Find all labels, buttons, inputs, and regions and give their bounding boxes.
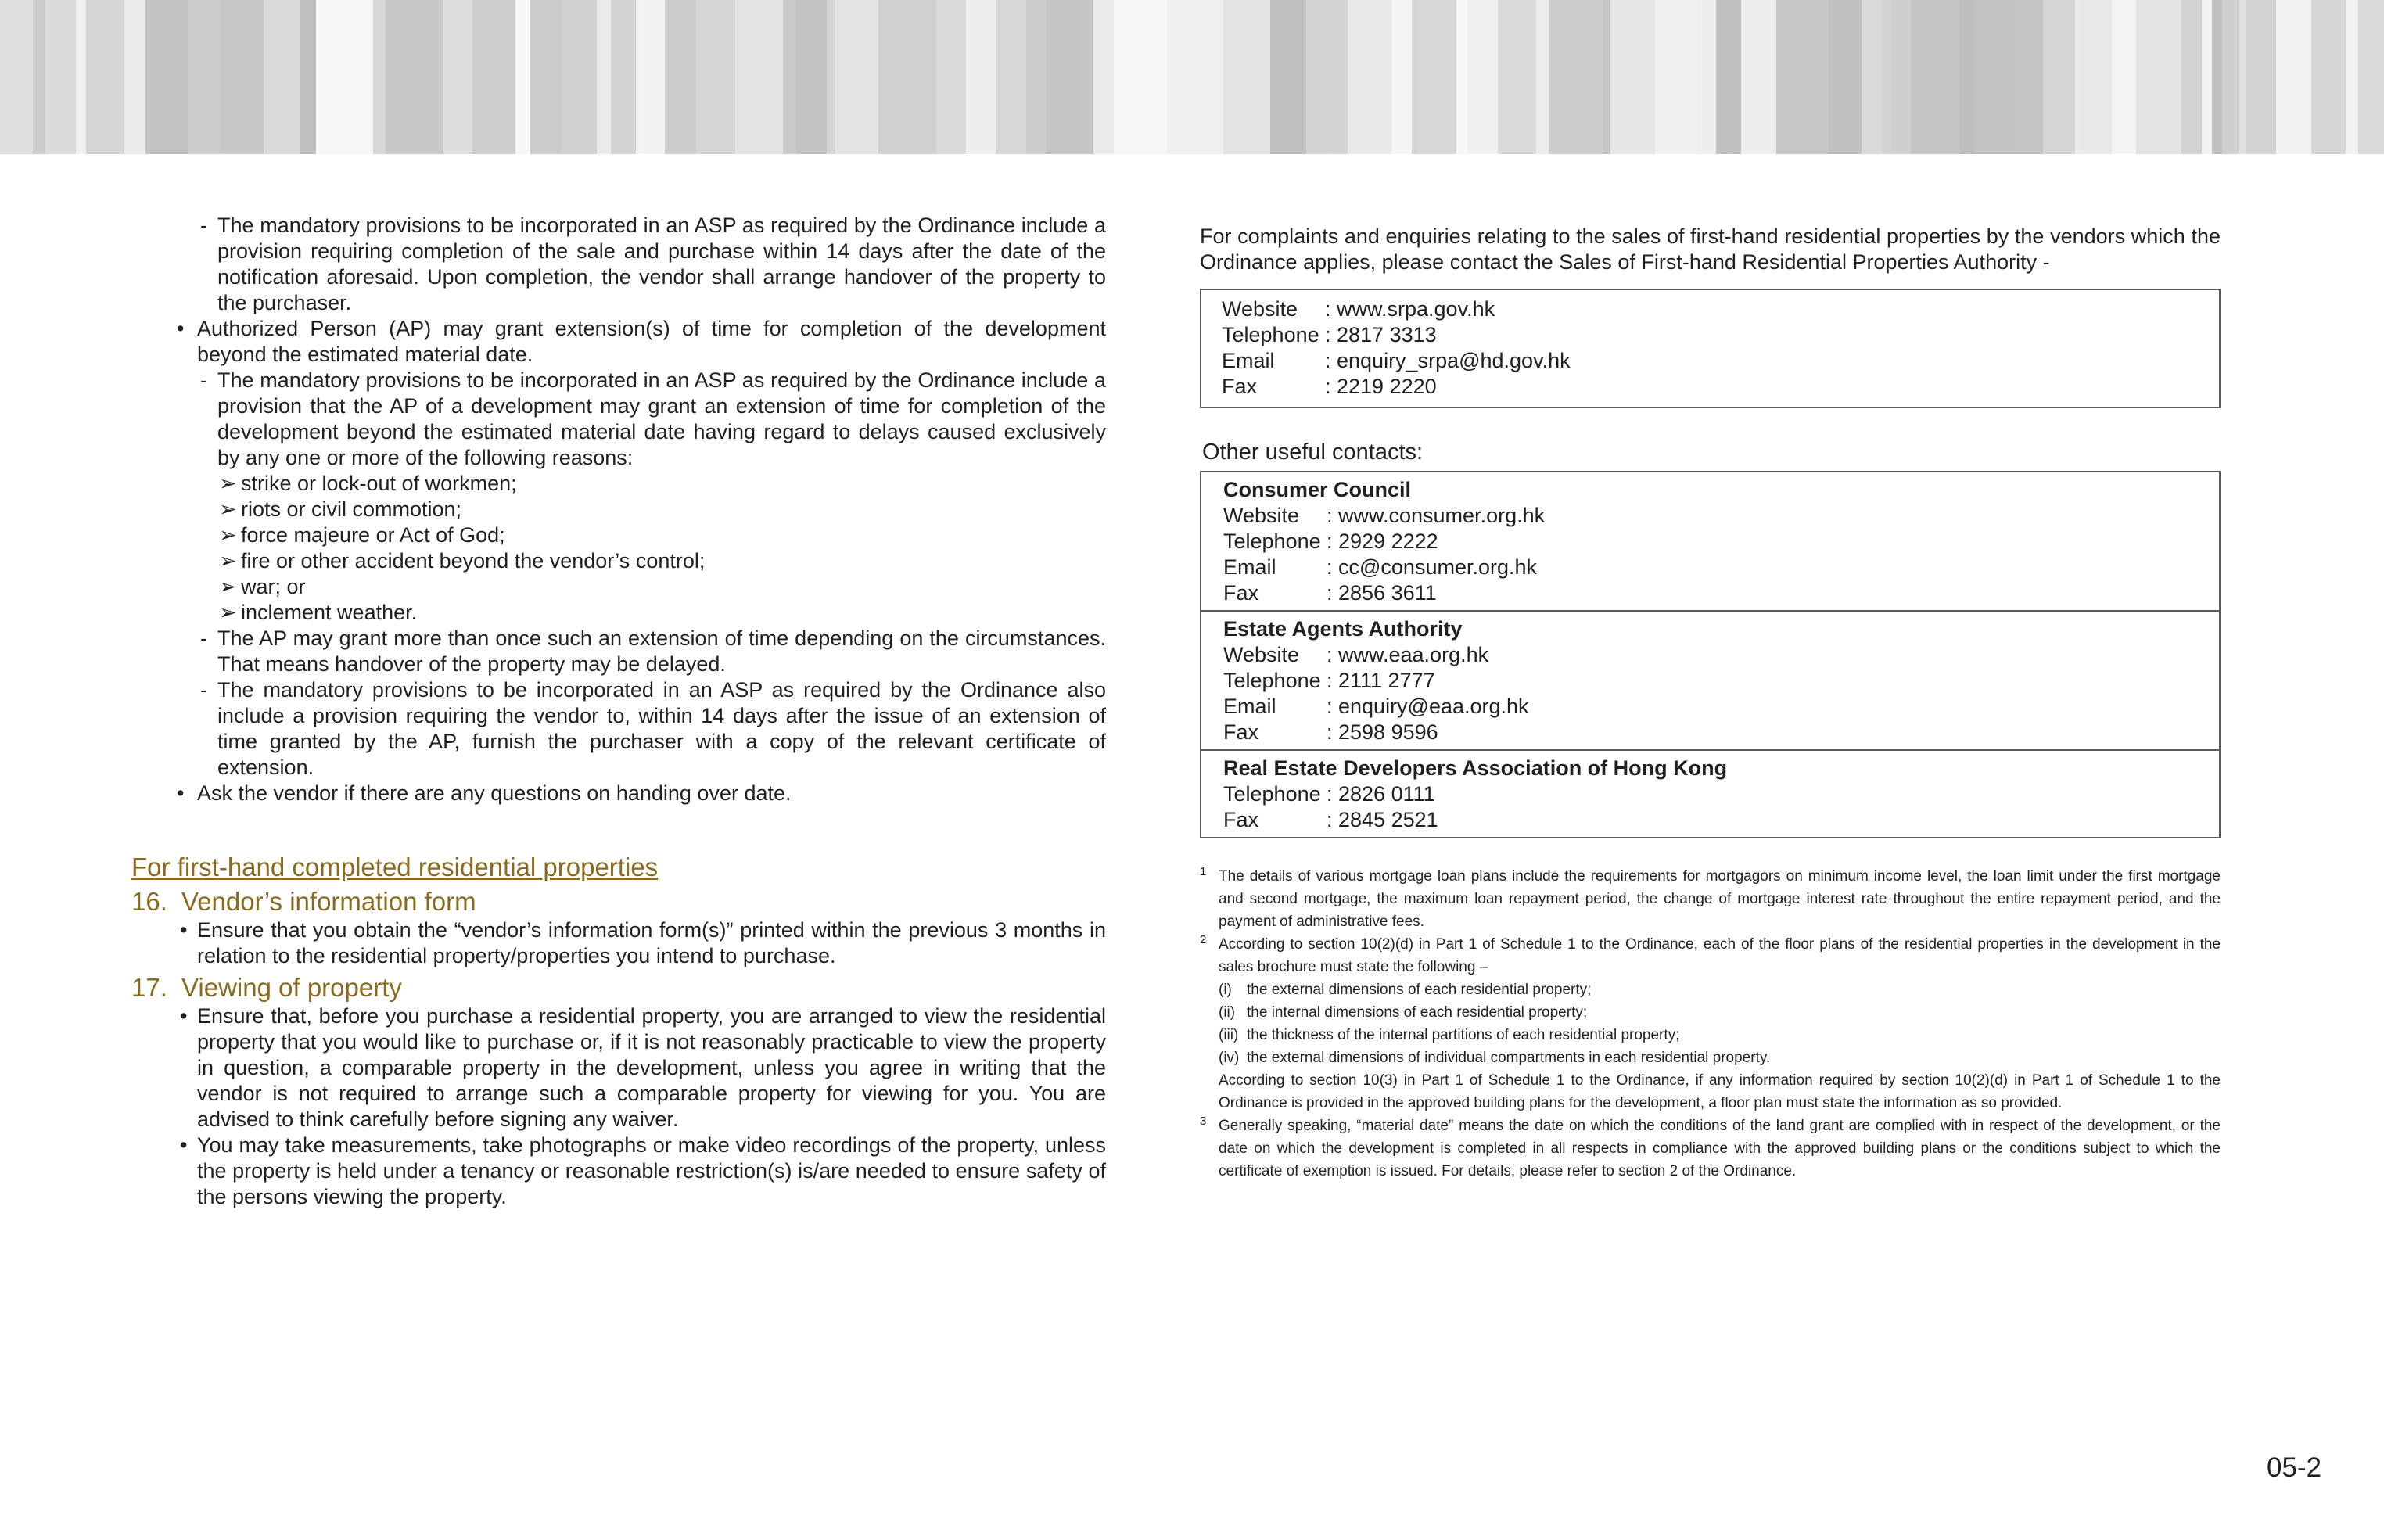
banner-stripe [1741, 0, 1776, 154]
banner-stripe [1829, 0, 1862, 154]
banner-stripe [966, 0, 996, 154]
banner-stripe [2112, 0, 2136, 154]
banner-stripe [2346, 0, 2358, 154]
banner-stripe [373, 0, 386, 154]
banner-stripe [0, 0, 33, 154]
banner-stripe [2043, 0, 2075, 154]
footnote-1: 1 The details of various mortgage loan plans include the requirements for mortgagors on minimum income level, the loan limit under the first mortgage and second mortgage, the maximum loan repayment period, the change of mortgage interest rate throughout the entire repayment period, and the payment of administrative fees. [1200, 865, 2221, 930]
contact-row: Website : www.eaa.org.hk [1223, 643, 1489, 666]
banner-stripe [386, 0, 443, 154]
banner-stripe [2181, 0, 2202, 154]
banner-stripe [1697, 0, 1716, 154]
bullet-item: • You may take measurements, take photographs or make video recordings of the property, unless the property is held under a tenancy or reasonable restriction(s) is/are needed to ensure safety of the persons viewing the property. [180, 1133, 1106, 1208]
banner-stripe [1610, 0, 1655, 154]
banner-stripe [1655, 0, 1697, 154]
page-number: 05-2 [2267, 1452, 2322, 1483]
banner-stripe [1167, 0, 1223, 154]
contact-row: Fax : 2219 2220 [1222, 375, 1437, 398]
bullet-item: • Ask the vendor if there are any questions on handing over date. [177, 781, 792, 805]
banner-stripe [2246, 0, 2276, 154]
banner-stripe [665, 0, 696, 154]
contact-row: Email : enquiry@eaa.org.hk [1223, 695, 1529, 718]
banner-stripe [515, 0, 530, 154]
banner-stripe [1862, 0, 1883, 154]
reason-item: ➢ fire or other accident beyond the vendor’s control; [219, 549, 706, 573]
contact-row: Telephone : 2929 2222 [1223, 529, 1438, 553]
banner-stripe [646, 0, 665, 154]
banner-stripe [45, 0, 76, 154]
footnote-item: (ii) the internal dimensions of each residential property; [1219, 1004, 1588, 1021]
contact-intro: For complaints and enquiries relating to the sales of first-hand residential properties by the vendors which the Ordinance applies, please contact the Sales of First-hand Residential Properties Authority - [1200, 224, 2221, 274]
contact-row: Website : www.consumer.org.hk [1223, 504, 1546, 527]
banner-stripe [1391, 0, 1412, 154]
banner-stripe [1716, 0, 1731, 154]
banner-stripe [2015, 0, 2043, 154]
banner-stripe [1047, 0, 1093, 154]
srpa-contact-box [1200, 289, 2221, 408]
other-contacts-title: Other useful contacts: [1202, 440, 1424, 465]
reason-item: ➢ inclement weather. [219, 601, 418, 624]
banner-stripe [1418, 0, 1456, 154]
dash-item: - The mandatory provisions to be incorporated in an ASP as required by the Ordinance include a provision that the AP of a development may grant an extension of time for completion of the development beyond the estimated material date having regard to delays caused exclusively by any one or more of the following reasons: [200, 368, 1106, 469]
contact-row: Fax : 2856 3611 [1223, 581, 1437, 605]
banner-stripe [2136, 0, 2181, 154]
right-column [1200, 224, 2221, 1183]
footnotes [1200, 865, 2221, 1183]
banner-stripe [221, 0, 264, 154]
banner-stripe [1549, 0, 1603, 154]
banner-stripe [1467, 0, 1498, 154]
banner-stripe [1270, 0, 1306, 154]
section-17-title: 17. Viewing of property [131, 973, 402, 1002]
contact-row: Telephone : 2826 0111 [1223, 782, 1435, 806]
banner-stripe [636, 0, 646, 154]
banner-stripe [783, 0, 796, 154]
banner-stripe [2202, 0, 2212, 154]
banner-stripe [1026, 0, 1047, 154]
reason-item: ➢ strike or lock-out of workmen; [219, 472, 517, 495]
banner-stripe [443, 0, 472, 154]
banner-stripe [796, 0, 827, 154]
banner-stripe [1911, 0, 1960, 154]
reason-item: ➢ war; or [219, 575, 306, 598]
other-contacts-box [1200, 471, 2221, 838]
banner-stripe [1883, 0, 1892, 154]
banner-stripe [124, 0, 145, 154]
banner-stripe [1498, 0, 1536, 154]
footnote-3: 3 Generally speaking, “material date” means the date on which the conditions of the land grant are complied with in respect of the development, or the date on which the development is completed in all respects in compliance with the approved building plans or the conditions subject to which the certificate of exemption is issued. For details, please refer to section 2 of the Ordinance. [1200, 1115, 2221, 1179]
reason-item: ➢ force majeure or Act of God; [219, 523, 505, 547]
banner-stripe [2276, 0, 2311, 154]
org-estate-agents-authority: Estate Agents Authority Website : www.eaa.org.hk Telephone : 2111 2777 Email : enquiry@eaa.org.hk Fax : 2598 9596 [1201, 610, 2219, 749]
dash-item: - The mandatory provisions to be incorporated in an ASP as required by the Ordinance include a provision requiring completion of the sale and purchase within 14 days after the date of the notification aforesaid. Upon completion, the vendor shall arrange handover of the property to the purchaser. [200, 214, 1106, 314]
banner-stripe [2358, 0, 2384, 154]
reason-item: ➢ riots or civil commotion; [219, 497, 462, 521]
footnote-2-continued: According to section 10(3) in Part 1 of Schedule 1 to the Ordinance, if any information required by section 10(2)(d) in Part 1 of Schedule 1 to the Ordinance is provided in the approved building plans for the development, a floor plan must state the information as so provided. [1219, 1072, 2221, 1111]
banner-stripe [264, 0, 300, 154]
bullet-item: • Authorized Person (AP) may grant extension(s) of time for completion of the development beyond the estimated material date. [177, 317, 1106, 366]
footnote-item: (iii) the thickness of the internal partitions of each residential property; [1219, 1027, 1680, 1043]
banner-stripe [2222, 0, 2239, 154]
banner-stripe [827, 0, 835, 154]
banner-stripe [316, 0, 373, 154]
contact-row: Fax : 2845 2521 [1223, 808, 1438, 831]
banner-stripe [1975, 0, 2015, 154]
footnote-item: (iv) the external dimensions of individual compartments in each residential property. [1219, 1050, 1771, 1066]
section-16-title: 16. Vendor’s information form [131, 887, 476, 916]
banner-stripe [1114, 0, 1167, 154]
org-consumer-council: Consumer Council Website : www.consumer.org.hk Telephone : 2929 2222 Email : cc@consumer.org.hk Fax : 2856 3611 [1201, 472, 2219, 610]
dash-item: - The mandatory provisions to be incorporated in an ASP as required by the Ordinance also include a provision requiring the vendor to, within 14 days after the issue of an extension of time granted by the AP, furnish the purchaser with a copy of the relevant certificate of extension. [200, 678, 1106, 779]
banner-stripe [735, 0, 783, 154]
banner-stripe [472, 0, 515, 154]
contact-row: Website : www.srpa.gov.hk [1222, 297, 1495, 321]
org-redahk: Real Estate Developers Association of Hong Kong Telephone : 2826 0111 Fax : 2845 2521 [1201, 749, 2219, 837]
banner-stripe [2075, 0, 2081, 154]
bullet-item: • Ensure that, before you purchase a residential property, you are arranged to view the residential property that you would like to purchase or, if it is not reasonably practicable to view the property in question, a comparable property in the development, unless you agree in writing that the vendor is not required to arrange such a comparable property for viewing for you. You are advised to think carefully before signing any waiver. [180, 1004, 1106, 1131]
banner-stripe [2311, 0, 2346, 154]
left-column [131, 213, 1106, 1210]
banner-stripe [835, 0, 878, 154]
banner-stripe [1960, 0, 1975, 154]
contact-row: Fax : 2598 9596 [1223, 720, 1438, 744]
contact-row: Email : cc@consumer.org.hk [1223, 555, 1538, 579]
banner-stripe [188, 0, 221, 154]
banner-stripe [1731, 0, 1741, 154]
banner-stripe [597, 0, 611, 154]
contact-row: Telephone : 2817 3313 [1222, 323, 1437, 346]
banner-stripe [1223, 0, 1270, 154]
banner-stripe [530, 0, 561, 154]
banner-stripe [611, 0, 636, 154]
banner-stripe [1348, 0, 1391, 154]
banner-stripe [1330, 0, 1348, 154]
banner-stripe [2081, 0, 2112, 154]
banner-stripe [1306, 0, 1330, 154]
dash-item: - The AP may grant more than once such an extension of time depending on the circumstances. That means handover of the property may be delayed. [200, 626, 1106, 676]
footnote-2: 2 According to section 10(2)(d) in Part 1 of Schedule 1 to the Ordinance, each of the floor plans of the residential properties in the development in the sales brochure must state the following – [1200, 933, 2221, 975]
banner-stripe [878, 0, 936, 154]
banner-stripe [2212, 0, 2222, 154]
header-banner [0, 0, 2384, 154]
section-heading: For first-hand completed residential properties [131, 853, 659, 881]
banner-stripe [561, 0, 597, 154]
contact-row: Telephone : 2111 2777 [1223, 669, 1435, 692]
banner-stripe [145, 0, 188, 154]
banner-stripe [76, 0, 86, 154]
banner-stripe [936, 0, 966, 154]
banner-stripe [1776, 0, 1829, 154]
banner-stripe [1536, 0, 1549, 154]
banner-stripe [1603, 0, 1610, 154]
banner-stripe [696, 0, 735, 154]
banner-stripe [1412, 0, 1418, 154]
footnote-item: (i) the external dimensions of each residential property; [1219, 982, 1592, 998]
banner-stripe [300, 0, 316, 154]
banner-stripe [1892, 0, 1911, 154]
banner-stripe [2239, 0, 2246, 154]
banner-stripe [996, 0, 1026, 154]
banner-stripe [1456, 0, 1467, 154]
banner-stripe [33, 0, 45, 154]
banner-stripe [86, 0, 124, 154]
banner-stripe [1093, 0, 1114, 154]
bullet-item: • Ensure that you obtain the “vendor’s information form(s)” printed within the previous 3 months in relation to the residential property/properties you intend to purchase. [180, 918, 1106, 967]
contact-row: Email : enquiry_srpa@hd.gov.hk [1222, 349, 1571, 372]
